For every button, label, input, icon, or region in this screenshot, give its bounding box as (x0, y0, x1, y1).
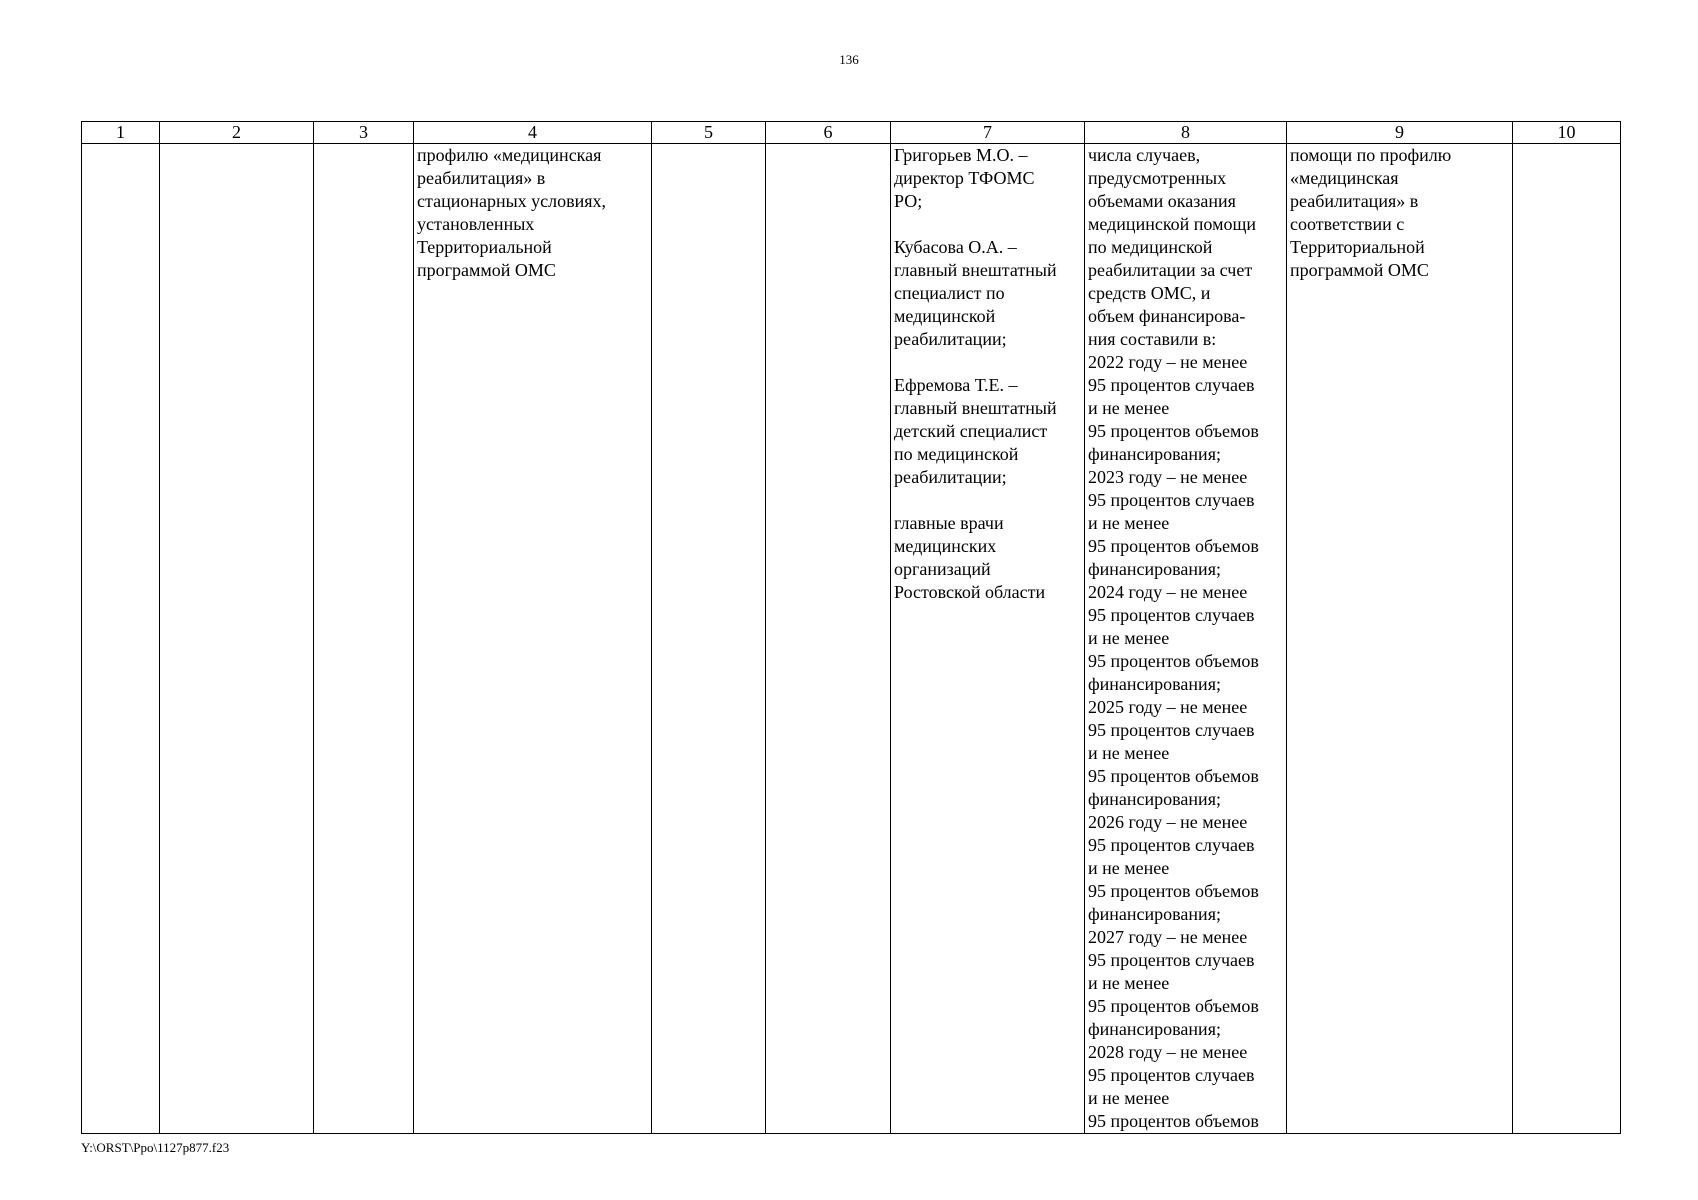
cell-text-line: Ефремова Т.Е. – (894, 375, 1018, 395)
cell-text-line: 95 процентов объемов (1088, 766, 1259, 786)
cell-text-line: 2026 году – не менее (1088, 812, 1248, 832)
cell-col-2 (160, 144, 314, 1134)
cell-text-line: директор ТФОМС (894, 168, 1035, 188)
cell-text-line: реабилитация» в (1290, 191, 1419, 211)
cell-text-line: организаций (894, 559, 991, 579)
cell-text-line: финансирования; (1088, 559, 1221, 579)
cell-text-line: Территориальной (1290, 237, 1425, 257)
column-header: 9 (1287, 122, 1513, 144)
cell-text-line: Территориальной (417, 237, 552, 257)
cell-text-line: и не менее (1088, 858, 1170, 878)
column-header: 5 (652, 122, 766, 144)
cell-text-line: финансирования; (1088, 1019, 1221, 1039)
cell-col-9 (1287, 144, 1513, 1134)
cell-text-line: по медицинской (1088, 237, 1213, 257)
column-header: 7 (891, 122, 1085, 144)
cell-text-line: Кубасова О.А. – (894, 237, 1017, 257)
cell-text-line: финансирования; (1088, 674, 1221, 694)
cell-text-line: 95 процентов объемов (1088, 536, 1259, 556)
cell-text-line: 2027 году – не менее (1088, 927, 1248, 947)
cell-col-6 (766, 144, 891, 1134)
page-number: 136 (839, 52, 859, 67)
cell-text-line: Ростовской области (894, 582, 1046, 602)
blank-line (894, 489, 1084, 512)
cell-text-line: и не менее (1088, 1088, 1170, 1108)
cell-text-line: 95 процентов случаев (1088, 720, 1255, 740)
cell-text-line: по медицинской (894, 444, 1019, 464)
document-table (81, 121, 1621, 1134)
column-header: 8 (1085, 122, 1287, 144)
file-path: Y:\ORST\Ppo\1127p877.f23 (81, 1140, 230, 1155)
cell-text-line: 95 процентов случаев (1088, 375, 1255, 395)
cell-col-8 (1085, 144, 1287, 1134)
cell-text-line: помощи по профилю (1290, 145, 1452, 165)
column-header: 2 (160, 122, 314, 144)
cell-col-3 (314, 144, 414, 1134)
cell-text-line: 95 процентов случаев (1088, 835, 1255, 855)
cell-text-line: 2028 году – не менее (1088, 1042, 1248, 1062)
cell-text-line: 95 процентов случаев (1088, 490, 1255, 510)
cell-text-line: главные врачи (894, 513, 1004, 533)
column-header: 4 (414, 122, 652, 144)
cell-text-line: 95 процентов случаев (1088, 1065, 1255, 1085)
cell-text-line: медицинской (894, 306, 996, 326)
blank-line (894, 213, 1084, 236)
cell-text-line: 95 процентов объемов (1088, 881, 1259, 901)
cell-text-line: средств ОМС, и (1088, 283, 1211, 303)
header-row (82, 122, 1621, 144)
cell-text-line: числа случаев, (1088, 145, 1201, 165)
cell-text-line: 95 процентов объемов (1088, 1111, 1259, 1131)
cell-text-line: профилю «медицинская (417, 145, 602, 165)
cell-col-5 (652, 144, 766, 1134)
cell-text-line: 95 процентов случаев (1088, 950, 1255, 970)
cell-text-line: реабилитации за счет (1088, 260, 1253, 280)
cell-text-line: реабилитации; (894, 467, 1007, 487)
cell-text-line: финансирования; (1088, 904, 1221, 924)
blank-line (894, 351, 1084, 374)
cell-text-line: 95 процентов объемов (1088, 421, 1259, 441)
cell-text-line: объемами оказания (1088, 191, 1236, 211)
cell-text-line: финансирования; (1088, 444, 1221, 464)
cell-text-line: 95 процентов объемов (1088, 996, 1259, 1016)
cell-text-line: 2024 году – не менее (1088, 582, 1248, 602)
column-header: 1 (82, 122, 160, 144)
cell-col-7 (891, 144, 1085, 1134)
cell-text-line: 95 процентов объемов (1088, 651, 1259, 671)
cell-text-line: и не менее (1088, 743, 1170, 763)
cell-text-line: ния составили в: (1088, 329, 1217, 349)
cell-text-line: объем финансирова- (1088, 306, 1246, 326)
column-header: 10 (1513, 122, 1621, 144)
cell-text-line: детский специалист (894, 421, 1048, 441)
cell-text-line: программой ОМС (417, 260, 556, 280)
cell-text-line: реабилитации; (894, 329, 1007, 349)
cell-text-line: «медицинская (1290, 168, 1399, 188)
cell-col-10 (1513, 144, 1621, 1134)
cell-col-4 (414, 144, 652, 1134)
column-header: 3 (314, 122, 414, 144)
cell-text-line: реабилитация» в (417, 168, 546, 188)
cell-text-line: 2025 году – не менее (1088, 697, 1248, 717)
table-row (82, 144, 1621, 1134)
cell-text-line: 2023 году – не менее (1088, 467, 1248, 487)
cell-text-line: и не менее (1088, 398, 1170, 418)
cell-text-line: специалист по (894, 283, 1005, 303)
cell-text-line: главный внештатный (894, 260, 1057, 280)
cell-text-line: и не менее (1088, 513, 1170, 533)
column-header: 6 (766, 122, 891, 144)
cell-text-line: РО; (894, 191, 923, 211)
cell-text-line: установленных (417, 214, 535, 234)
cell-text-line: стационарных условиях, (417, 191, 607, 211)
cell-text-line: 95 процентов случаев (1088, 605, 1255, 625)
cell-text-line: соответствии с (1290, 214, 1405, 234)
cell-text-line: программой ОМС (1290, 260, 1429, 280)
cell-text-line: 2022 году – не менее (1088, 352, 1248, 372)
cell-text-line: медицинских (894, 536, 997, 556)
cell-text-line: и не менее (1088, 628, 1170, 648)
cell-text-line: и не менее (1088, 973, 1170, 993)
cell-text-line: финансирования; (1088, 789, 1221, 809)
cell-text-line: предусмотренных (1088, 168, 1227, 188)
cell-text-line: медицинской помощи (1088, 214, 1256, 234)
cell-text-line: Григорьев М.О. – (894, 145, 1028, 165)
cell-col-1 (82, 144, 160, 1134)
cell-text-line: главный внештатный (894, 398, 1057, 418)
